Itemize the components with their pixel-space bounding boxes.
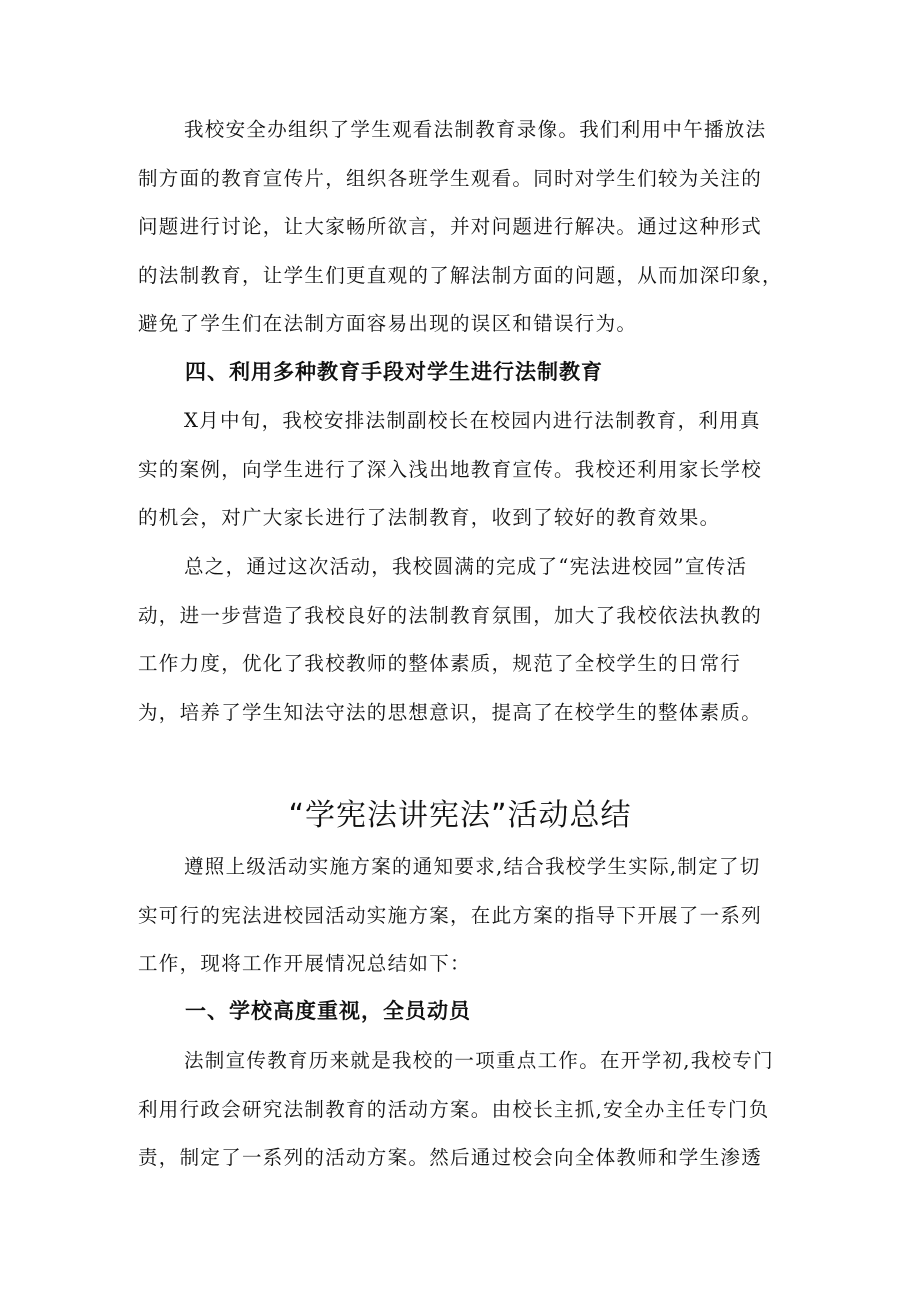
- heading-section-four: 四、利用多种教育手段对学生进行法制教育: [185, 360, 603, 384]
- text-line: 责，制定了一系列的活动方案。然后通过校会向全体教师和学生渗透: [138, 1146, 763, 1170]
- paragraph-mid-month: [138, 397, 798, 543]
- text-line: 工作力度，优化了我校教师的整体素质，规范了全校学生的日常行: [138, 652, 742, 676]
- text-line: 为，培养了学生知法守法的思想意识，提高了在校学生的整体素质。: [138, 700, 763, 724]
- text-line: 总之，通过这次活动，我校圆满的完成了“宪法进校园”宣传活: [184, 555, 748, 578]
- text-line: 实的案例，向学生进行了深入浅出地教育宣传。我校还利用家长学校: [138, 457, 763, 481]
- document-title: “学宪法讲宪法”活动总结: [288, 798, 632, 833]
- text-line: 避免了学生们在法制方面容易出现的误区和错误行为。: [138, 312, 638, 336]
- text-line: 动，进一步营造了我校良好的法制教育氛围，加大了我校依法执教的: [138, 603, 763, 627]
- paragraph-school-priority: [138, 1037, 798, 1183]
- text-line: 我校安全办组织了学生观看法制教育录像。我们利用中午播放法: [184, 118, 767, 141]
- heading-section-one: 一、学校高度重视，全员动员: [185, 999, 471, 1023]
- text-line: 制方面的教育宣传片，组织各班学生观看。同时对学生们较为关注的: [138, 166, 763, 190]
- paragraph-conclusion: [138, 543, 798, 737]
- text-line: 的法制教育，让学生们更直观的了解法制方面的问题，从而加深印象，: [138, 263, 783, 287]
- text-line: 问题进行讨论，让大家畅所欲言，并对问题进行解决。通过这种形式: [138, 215, 763, 239]
- text-line: 法制宣传教育历来就是我校的一项重点工作。在开学初,我校专门: [184, 1049, 774, 1072]
- paragraph-intro: [138, 843, 798, 989]
- text-line: 实可行的宪法进校园活动实施方案，在此方案的指导下开展了一系列: [138, 903, 763, 927]
- text-line: X月中旬，我校安排法制副校长在校园内进行法制教育，利用真: [184, 409, 761, 432]
- paragraph-safety-video: [138, 106, 798, 349]
- text-line: 的机会，对广大家长进行了法制教育，收到了较好的教育效果。: [138, 506, 721, 530]
- text-line: 利用行政会研究法制教育的活动方案。由校长主抓,安全办主任专门负: [138, 1097, 770, 1121]
- text-line: 遵照上级活动实施方案的通知要求,结合我校学生实际,制定了切: [184, 855, 761, 878]
- text-line: 工作，现将工作开展情况总结如下：: [138, 952, 471, 976]
